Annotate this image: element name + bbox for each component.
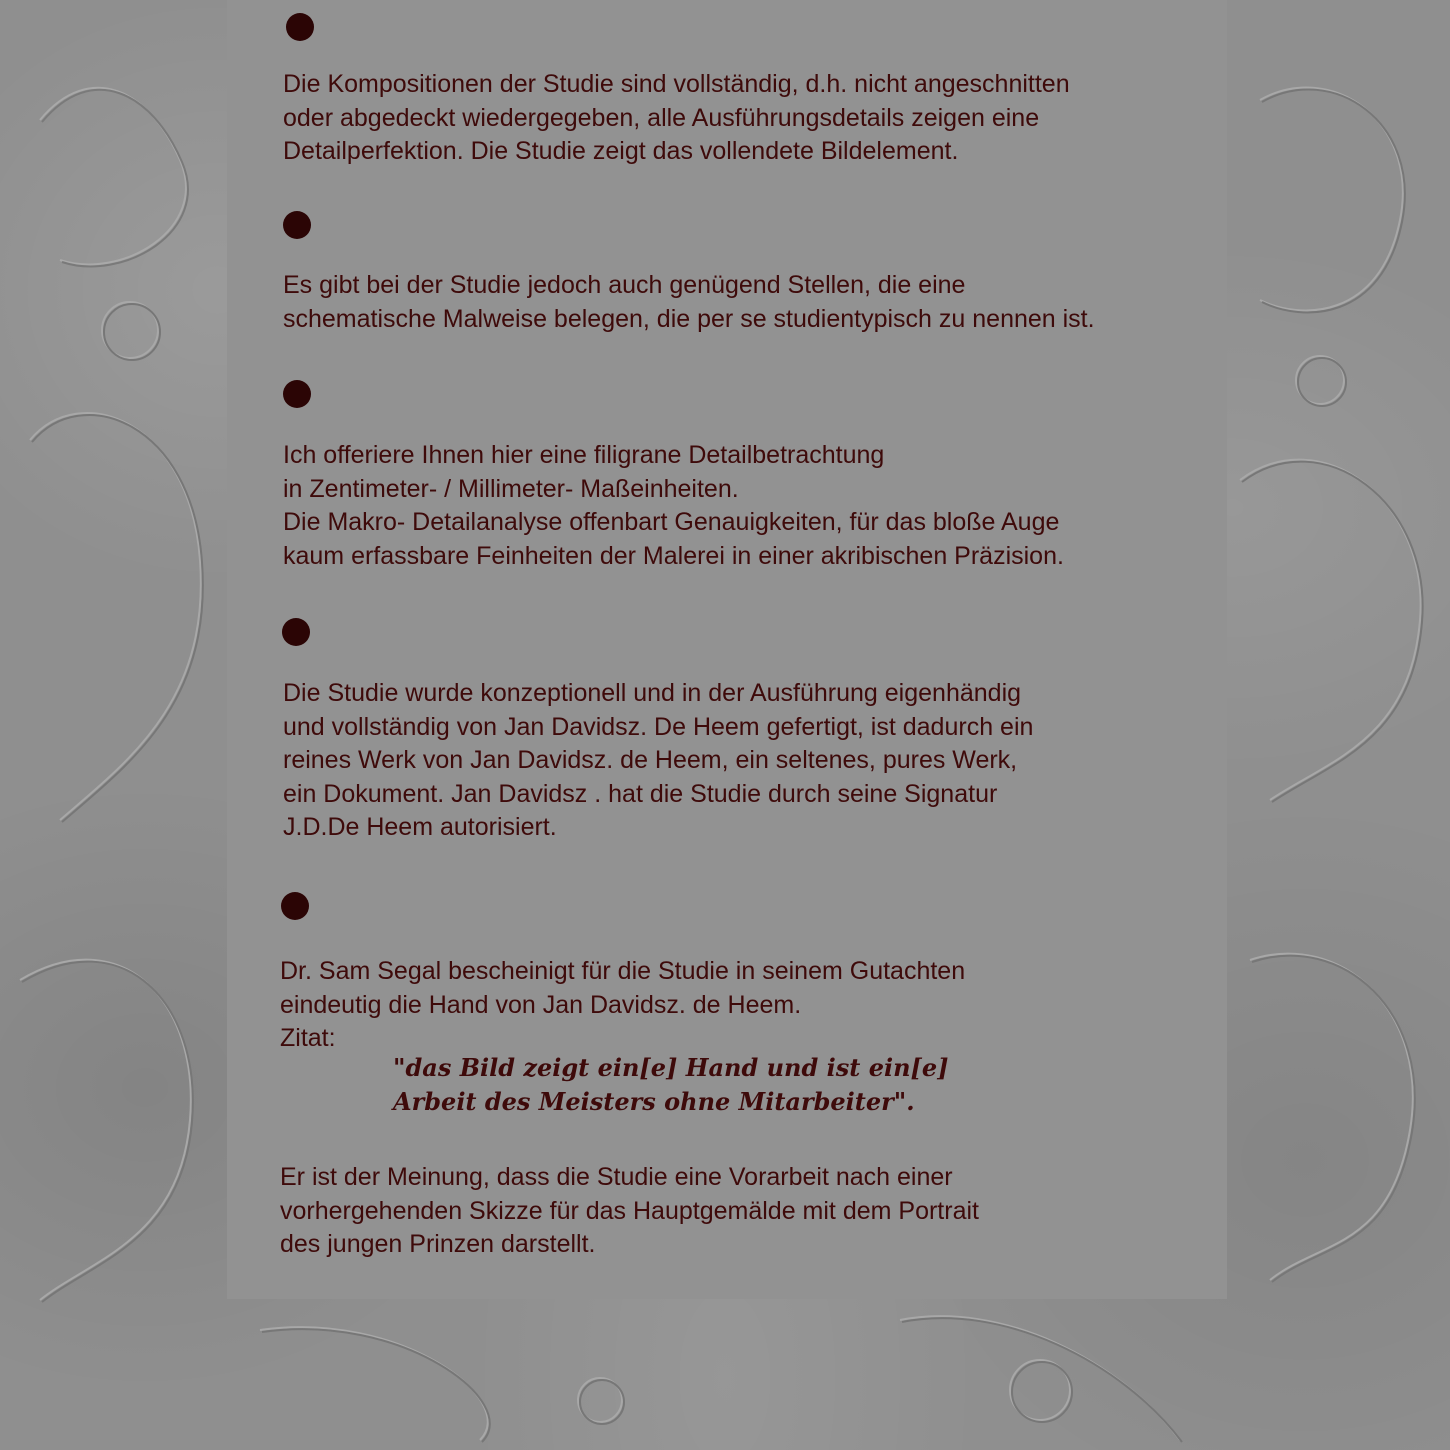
paragraph-5-closing: Er ist der Meinung, dass die Studie eine Vorarbeit nach einer vorhergehenden Skizze für das Hauptgemälde mit dem Portrait des jungen Prinzen darstellt. xyxy=(280,1163,979,1258)
paragraph-5: Dr. Sam Segal bescheinigt für die Studie in seinem Gutachten eindeutig die Hand von Jan Davidsz. de Heem. Zitat: xyxy=(280,957,966,1052)
bullet-5 xyxy=(281,892,309,920)
paragraph-1: Die Kompositionen der Studie sind vollständig, d.h. nicht angeschnitten oder abgedeckt wiedergegeben, alle Ausführungsdetails zeigen eine Detailperfektion. Die Studie zeigt das vollendete Bildelement. xyxy=(283,70,1070,165)
paragraph-3: Ich offeriere Ihnen hier eine filigrane Detailbetrachtung in Zentimeter- / Millimeter- Maßeinheiten. Die Makro- Detailanalyse offenbart Genauigkeiten, für das bloße Auge kaum erfassbare Feinheiten der Malerei in einer akribischen Präzision. xyxy=(283,441,1064,570)
segal-quote: "das Bild zeigt ein[e] Hand und ist ein[e] Arbeit des Meisters ohne Mitarbeiter". xyxy=(393,1053,949,1116)
paragraph-4: Die Studie wurde konzeptionell und in der Ausführung eigenhändig und vollständig von Jan Davidsz. De Heem gefertigt, ist dadurch ein reines Werk von Jan Davidsz. de Heem, ein seltenes, pures Werk, ein Dokument. Jan Davidsz . hat die Studie durch seine Signatur J.D.De Heem autorisiert. xyxy=(283,679,1034,841)
bullet-1 xyxy=(286,13,314,41)
paragraph-2: Es gibt bei der Studie jedoch auch genügend Stellen, die eine schematische Malweise belegen, die per se studientypisch zu nennen ist. xyxy=(283,271,1095,333)
bullet-3 xyxy=(283,380,311,408)
bullet-2 xyxy=(283,211,311,239)
bullet-4 xyxy=(282,618,310,646)
